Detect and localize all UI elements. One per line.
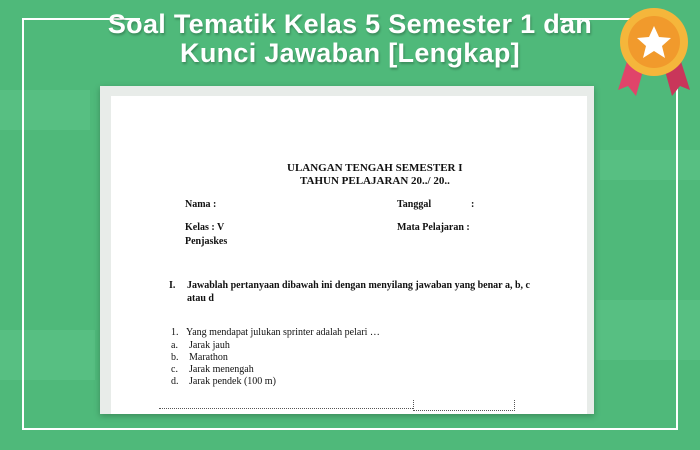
kelas-label: Kelas : V [185, 222, 225, 233]
question-text: Yang mendapat julukan sprinter adalah pelari … [186, 327, 380, 338]
instruction-line2: atau d [187, 293, 214, 304]
instruction-line1: Jawablah pertanyaan dibawah ini dengan menyilang jawaban yang benar a, b, c [187, 280, 530, 291]
page-title-line1: Soal Tematik Kelas 5 Semester 1 dan [107, 9, 593, 39]
page-title-line2: Kunci Jawaban [Lengkap] [180, 38, 520, 68]
tanggal-colon: : [471, 199, 475, 210]
option-letter: b. [171, 352, 179, 363]
mapel-label: Mata Pelajaran : [397, 222, 470, 233]
question-number: 1. [171, 327, 179, 338]
option-letter: a. [171, 340, 178, 351]
section-number: I. [169, 280, 176, 291]
option-letter: c. [171, 364, 178, 375]
mapel-value: Penjaskes [185, 236, 228, 247]
dotted-divider [159, 408, 413, 409]
option-text: Jarak menengah [189, 364, 254, 375]
option-text: Jarak pendek (100 m) [189, 376, 276, 387]
option-text: Jarak jauh [189, 340, 230, 351]
doc-heading-1: ULANGAN TENGAH SEMESTER I [287, 162, 463, 174]
exam-document [111, 96, 587, 414]
tanggal-label: Tanggal [397, 199, 432, 210]
doc-heading-2: TAHUN PELAJARAN 20../ 20.. [300, 175, 450, 187]
star-ribbon-icon [612, 4, 696, 102]
nama-label: Nama : [185, 199, 217, 210]
option-letter: d. [171, 376, 179, 387]
dotted-box [413, 400, 515, 411]
option-text: Marathon [189, 352, 228, 363]
page-title [100, 10, 600, 68]
